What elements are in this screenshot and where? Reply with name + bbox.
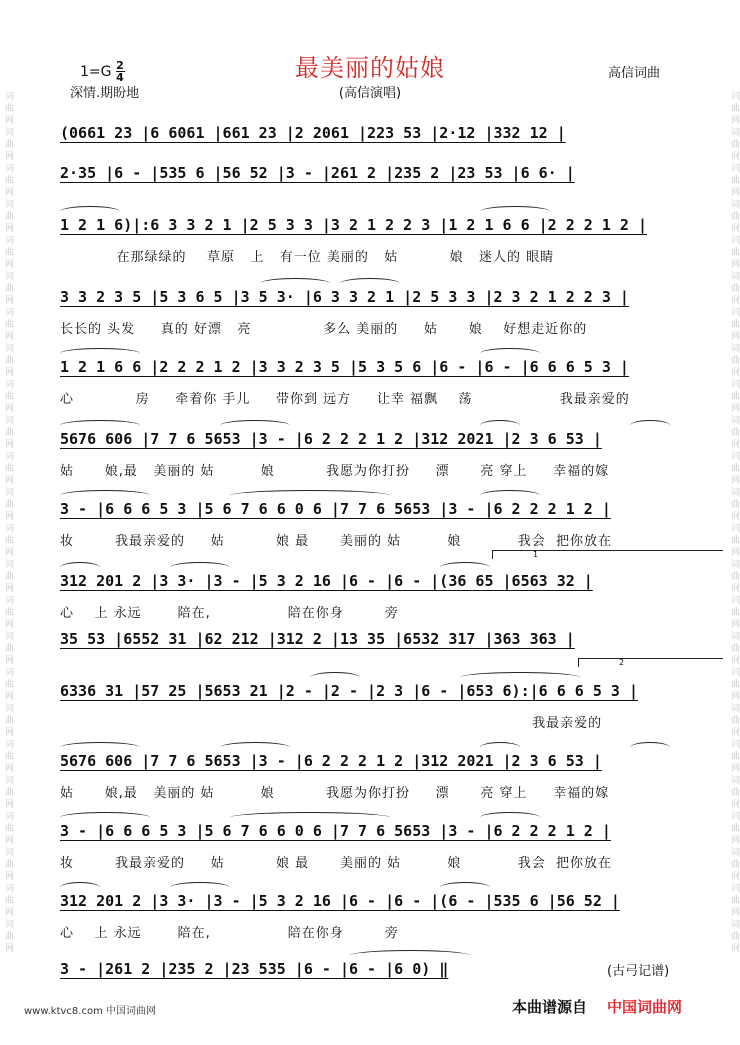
notation-line: 2·35 |6 - |535 6 |56 52 |3 - |261 2 |235 2 |23 53 |6 6· | xyxy=(60,164,575,182)
notation-line: 5676 606 |7 7 6 5653 |3 - |6 2 2 2 1 2 |312 2021 |2 3 6 53 | xyxy=(60,430,602,448)
slur-mark xyxy=(60,562,100,573)
lyrics-line: 我最亲爱的 xyxy=(60,716,603,731)
slur-mark xyxy=(170,562,230,573)
slur-mark xyxy=(480,812,540,823)
notation-line: 6336 31 |57 25 |5653 21 |2 - |2 - |2 3 |6 - |653 6):|6 6 6 5 3 | xyxy=(60,682,638,700)
lyrics-line: 妆 我最亲爱的 姑 娘 最 美丽的 姑 娘 我会 把你放在 xyxy=(60,856,613,871)
time-top: 2 xyxy=(116,59,124,72)
slur-mark xyxy=(480,206,550,217)
notation-line: 1 2 1 6)|:6 3 3 2 1 |2 5 3 3 |3 2 1 2 2 3 |1 2 1 6 6 |2 2 2 1 2 | xyxy=(60,216,647,234)
slur-mark xyxy=(60,742,140,753)
slur-mark xyxy=(60,812,150,823)
slur-mark xyxy=(60,882,100,893)
watermark-right: 词曲网词曲网词曲网词曲网词曲网词曲网词曲网词曲网词曲网词曲网词曲网词曲网词曲网词曲网词曲网词曲网词曲网词曲网词曲网词曲网词曲网词曲网词曲网词曲网 xyxy=(729,90,739,955)
lyrics-line: 在那绿绿的 草原 上 有一位 美丽的 姑 娘 迷人的 眼睛 xyxy=(60,250,555,265)
slur-mark xyxy=(630,742,670,753)
notation-line: 5676 606 |7 7 6 5653 |3 - |6 2 2 2 1 2 |312 2021 |2 3 6 53 | xyxy=(60,752,602,770)
lyrics-line: 姑 娘,最 美丽的 姑 娘 我愿为你打扮 漂 亮 穿上 幸福的嫁 xyxy=(60,786,610,801)
notation-line: 3 - |261 2 |235 2 |23 535 |6 - |6 - |6 0) ‖ xyxy=(60,960,449,978)
slur-mark xyxy=(220,742,290,753)
slur-mark xyxy=(60,348,140,359)
notation-line: 3 - |6 6 6 5 3 |5 6 7 6 6 0 6 |7 7 6 5653 |3 - |6 2 2 2 1 2 | xyxy=(60,822,611,840)
notation-line: 3 3 2 3 5 |5 3 6 5 |3 5 3· |6 3 3 2 1 |2 5 3 3 |2 3 2 1 2 2 3 | xyxy=(60,288,629,306)
source-name: 中国词曲网 xyxy=(607,998,683,1016)
watermark-left: 词曲网词曲网词曲网词曲网词曲网词曲网词曲网词曲网词曲网词曲网词曲网词曲网词曲网词曲网词曲网词曲网词曲网词曲网词曲网词曲网词曲网词曲网词曲网词曲网 xyxy=(3,90,13,955)
slur-mark xyxy=(220,420,290,431)
source-credit xyxy=(512,996,682,1017)
slur-mark xyxy=(60,206,120,217)
slur-mark xyxy=(310,672,360,683)
scribe-credit: (古弓记谱) xyxy=(607,964,670,979)
slur-mark xyxy=(340,278,400,289)
notation-line: 312 201 2 |3 3· |3 - |5 3 2 16 |6 - |6 - |(6 - |535 6 |56 52 | xyxy=(60,892,620,910)
notation-line: 3 - |6 6 6 5 3 |5 6 7 6 6 0 6 |7 7 6 5653 |3 - |6 2 2 2 1 2 | xyxy=(60,500,611,518)
slur-mark xyxy=(170,882,230,893)
slur-mark xyxy=(440,562,490,573)
slur-mark xyxy=(480,490,540,501)
notation-line: (0661 23 |6 6061 |661 23 |2 2061 |223 53 |2·12 |332 12 | xyxy=(60,124,566,142)
footer-url: www.ktvc8.com 中国词曲网 xyxy=(24,1006,157,1017)
slur-mark xyxy=(350,950,470,961)
lyrics-line: 长长的 头发 真的 好漂 亮 多么 美丽的 姑 娘 好想走近你的 xyxy=(60,322,588,337)
song-credit: 高信词曲 xyxy=(608,66,661,81)
slur-mark xyxy=(480,348,540,359)
slur-mark xyxy=(630,420,670,431)
slur-mark xyxy=(440,882,490,893)
source-label: 本曲谱源自 xyxy=(512,998,588,1016)
slur-mark xyxy=(480,742,520,753)
time-bottom: 4 xyxy=(116,71,124,84)
slur-mark xyxy=(230,812,390,823)
lyrics-line: 姑 娘,最 美丽的 姑 娘 我愿为你打扮 漂 亮 穿上 幸福的嫁 xyxy=(60,464,610,479)
slur-mark xyxy=(260,278,330,289)
slur-mark xyxy=(60,420,140,431)
lyrics-line: 妆 我最亲爱的 姑 娘 最 美丽的 姑 娘 我会 把你放在 xyxy=(60,534,613,549)
notation-line: 1 2 1 6 6 |2 2 2 1 2 |3 3 2 3 5 |5 3 5 6 |6 - |6 - |6 6 6 5 3 | xyxy=(60,358,629,376)
lyrics-line: 心 房 牵着你 手儿 带你到 远方 让幸 福飘 荡 我最亲爱的 xyxy=(60,392,630,407)
volta-1: 1 xyxy=(492,550,723,559)
slur-mark xyxy=(60,490,150,501)
mood-marking: 深情.期盼地 xyxy=(70,86,140,101)
song-subtitle: (高信演唱) xyxy=(338,86,402,101)
lyrics-line: 心 上 永远 陪在, 陪在你身 旁 xyxy=(60,926,399,941)
key-label: 1=G xyxy=(80,63,112,80)
slur-mark xyxy=(230,490,390,501)
notation-line: 35 53 |6552 31 |62 212 |312 2 |13 35 |6532 317 |363 363 | xyxy=(60,630,575,648)
volta-2: 2 xyxy=(578,658,723,667)
slur-mark xyxy=(480,420,520,431)
slur-mark xyxy=(460,672,580,683)
notation-line: 312 201 2 |3 3· |3 - |5 3 2 16 |6 - |6 - |(36 65 |6563 32 | xyxy=(60,572,593,590)
song-title: 最美丽的姑娘 xyxy=(295,54,445,82)
lyrics-line: 心 上 永远 陪在, 陪在你身 旁 xyxy=(60,606,399,621)
